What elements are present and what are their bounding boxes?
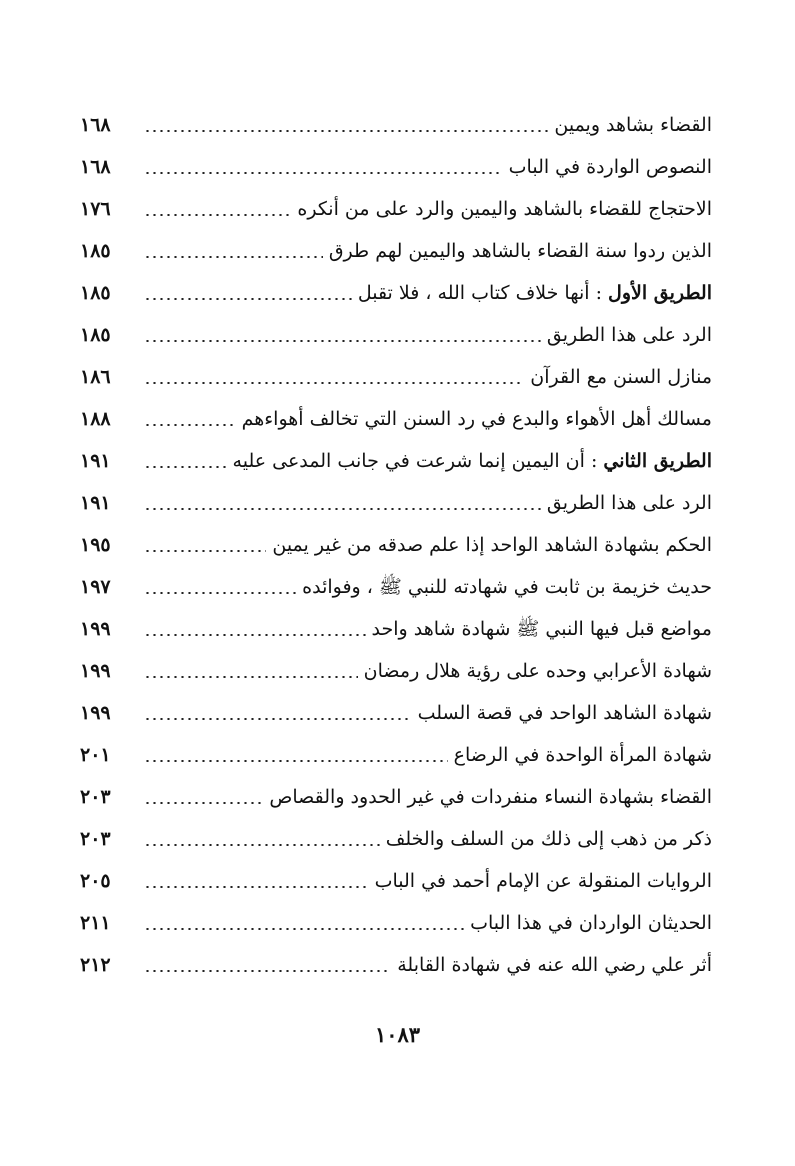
toc-entry (80, 478, 712, 520)
dot-leader (144, 256, 323, 258)
toc-entry-page: ٢٠١ (80, 744, 111, 766)
dot-leader (144, 172, 503, 174)
dot-leader (144, 676, 358, 678)
toc-entry-title (233, 448, 712, 474)
page-number: ١٠٨٣ (374, 1022, 421, 1047)
toc-entry-page: ١٩٥ (80, 534, 111, 556)
toc-entry-lead: الطريق الأول (608, 282, 712, 304)
dot-leader (144, 424, 236, 426)
toc-entry (80, 940, 712, 982)
toc-entry-page: ١٩١ (80, 450, 111, 472)
toc-entry (80, 520, 712, 562)
toc-entry (80, 856, 712, 898)
toc-entry-title: النصوص الواردة في الباب (508, 156, 712, 178)
toc-entry (80, 436, 712, 478)
toc-entry-page: ١٩٩ (80, 618, 111, 640)
toc-entry-title: الروايات المنقولة عن الإمام أحمد في الباب (374, 870, 712, 892)
dot-leader (144, 508, 541, 510)
dot-leader (144, 718, 412, 720)
toc-entry (80, 226, 712, 268)
toc-entry-title: الرد على هذا الطريق (546, 324, 712, 346)
toc-entry-page: ١٦٨ (80, 114, 111, 136)
toc-entry (80, 814, 712, 856)
toc-entry-title-rest: : أن اليمين إنما شرعت في جانب المدعى عليه (232, 450, 604, 472)
toc-entry-page: ١٩٧ (80, 576, 111, 598)
toc-entry (80, 268, 712, 310)
dot-leader (144, 760, 448, 762)
dot-leader (144, 550, 266, 552)
dot-leader (144, 802, 263, 804)
toc-entry-page: ١٦٨ (80, 156, 111, 178)
toc-entry-title: أثر علي رضي الله عنه في شهادة القابلة (397, 954, 712, 976)
dot-leader (144, 970, 391, 972)
dot-leader (144, 382, 524, 384)
toc-entry-page: ١٨٥ (80, 240, 111, 262)
toc-entry (80, 142, 712, 184)
toc-entry-title: منازل السنن مع القرآن (530, 366, 712, 388)
dot-leader (144, 130, 548, 132)
toc-entry-title: القضاء بشهادة النساء منفردات في غير الحدود والقصاص (269, 786, 712, 808)
toc-entry (80, 352, 712, 394)
toc-entry-title: الاحتجاج للقضاء بالشاهد واليمين والرد على من أنكره (297, 198, 712, 220)
toc-entry (80, 730, 712, 772)
toc-entry (80, 394, 712, 436)
toc-entry-page: ٢١٢ (80, 954, 111, 976)
toc-entry-title: الحكم بشهادة الشاهد الواحد إذا علم صدقه من غير يمين (272, 534, 712, 556)
toc-entry-page: ١٨٦ (80, 366, 111, 388)
toc-entry (80, 772, 712, 814)
toc-entry-page: ١٩٩ (80, 702, 111, 724)
toc-entry-title: الذين ردوا سنة القضاء بالشاهد واليمين لهم طرق (328, 240, 712, 262)
toc-entry-title: شهادة الأعرابي وحده على رؤية هلال رمضان (363, 660, 712, 682)
toc-entry-page: ١٨٨ (80, 408, 111, 430)
toc-entry (80, 646, 712, 688)
toc-entry-title: مسالك أهل الأهواء والبدع في رد السنن التي تخالف أهواءهم (241, 408, 712, 430)
toc-entry-title (358, 280, 712, 306)
toc-entry-lead: الطريق الثاني (603, 450, 712, 472)
toc-entry-title: الرد على هذا الطريق (546, 492, 712, 514)
toc-entry (80, 898, 712, 940)
toc-entry-page: ٢٠٣ (80, 828, 111, 850)
toc-entry-title: ذكر من ذهب إلى ذلك من السلف والخلف (385, 828, 712, 850)
toc-entry-page: ٢٠٥ (80, 870, 111, 892)
toc-entry-title: القضاء بشاهد ويمين (554, 114, 712, 136)
dot-leader (144, 886, 369, 888)
toc-entry (80, 688, 712, 730)
toc-entry-page: ١٩١ (80, 492, 111, 514)
toc-entry-page: ٢٠٣ (80, 786, 111, 808)
toc-entry (80, 100, 712, 142)
toc-entry-title: مواضع قبل فيها النبي ﷺ شهادة شاهد واحد (371, 618, 712, 640)
toc-entry (80, 184, 712, 226)
table-of-contents (80, 100, 712, 982)
toc-entry-page: ١٨٥ (80, 324, 111, 346)
toc-entry-title: شهادة الشاهد الواحد في قصة السلب (417, 702, 712, 724)
toc-entry-page: ٢١١ (80, 912, 111, 934)
toc-entry-title: الحديثان الواردان في هذا الباب (470, 912, 712, 934)
dot-leader (144, 928, 464, 930)
toc-entry-page: ١٧٦ (80, 198, 111, 220)
dot-leader (144, 298, 352, 300)
dot-leader (144, 340, 541, 342)
dot-leader (144, 466, 227, 468)
toc-entry-title-rest: : أنها خلاف كتاب الله ، فلا تقبل (357, 282, 609, 304)
dot-leader (144, 214, 291, 216)
toc-entry (80, 562, 712, 604)
toc-entry (80, 604, 712, 646)
toc-entry-title: حديث خزيمة بن ثابت في شهادته للنبي ﷺ ، وفوائده (302, 576, 712, 598)
dot-leader (144, 592, 296, 594)
dot-leader (144, 634, 366, 636)
toc-entry-title: شهادة المرأة الواحدة في الرضاع (453, 744, 712, 766)
toc-entry-page: ١٩٩ (80, 660, 111, 682)
toc-entry (80, 310, 712, 352)
toc-entry-page: ١٨٥ (80, 282, 111, 304)
dot-leader (144, 844, 380, 846)
